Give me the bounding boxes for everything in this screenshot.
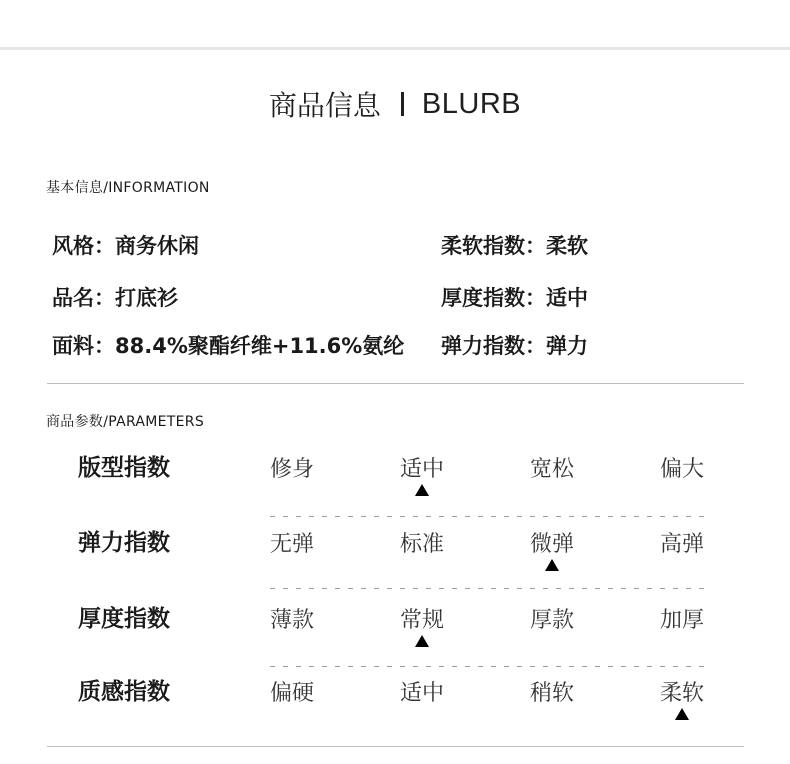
param-option: 稍软 (530, 681, 575, 706)
bottom-divider (47, 746, 744, 747)
info-value: 柔软 (546, 234, 588, 258)
param-option: 宽松 (530, 457, 575, 482)
param-row-thickness (0, 607, 790, 635)
param-option: 适中 (400, 456, 444, 484)
info-value: 商务休闲 (115, 234, 199, 258)
param-option: 偏硬 (270, 681, 315, 706)
selected-marker-icon (415, 635, 429, 647)
param-option: 偏大 (660, 457, 705, 482)
info-label: 厚度指数： (441, 286, 546, 310)
row-dashed-divider (270, 516, 708, 517)
param-option: 适中 (400, 681, 445, 706)
param-option: 修身 (270, 457, 315, 482)
info-label: 面料： (52, 334, 115, 358)
info-value: 88.4%聚酯纤维+11.6%氨纶 (115, 334, 405, 358)
param-option: 无弹 (270, 532, 315, 557)
param-option: 标准 (400, 532, 445, 557)
param-label: 版型指数 (78, 455, 170, 481)
info-elasticity (441, 333, 588, 359)
param-option: 加厚 (660, 608, 705, 633)
params-section-heading: 商品参数/PARAMETERS (46, 414, 205, 430)
param-option: 厚款 (530, 608, 575, 633)
param-row-elasticity (0, 531, 790, 559)
info-label: 弹力指数： (441, 334, 546, 358)
param-option: 微弹 (530, 531, 574, 559)
page-title (0, 84, 790, 124)
param-label: 质感指数 (78, 679, 170, 705)
param-option: 常规 (400, 607, 444, 635)
info-style (52, 233, 199, 259)
info-value: 打底衫 (115, 286, 178, 310)
page-title-cn: 商品信息 (268, 89, 381, 122)
param-row-texture (0, 680, 790, 708)
top-divider (0, 47, 790, 50)
title-separator (401, 92, 404, 116)
param-option: 高弹 (660, 532, 705, 557)
info-product-name (52, 285, 178, 311)
selected-marker-icon (675, 708, 689, 720)
info-softness (441, 233, 588, 259)
info-fabric (52, 333, 404, 359)
info-thickness (441, 285, 588, 311)
param-label: 厚度指数 (78, 606, 170, 632)
selected-marker-icon (415, 484, 429, 496)
param-option: 薄款 (270, 608, 315, 633)
param-row-fit (0, 456, 790, 484)
info-label: 柔软指数： (441, 234, 546, 258)
param-label: 弹力指数 (78, 530, 170, 556)
page-title-en: BLURB (421, 87, 522, 120)
info-label: 品名： (52, 286, 115, 310)
info-label: 风格： (52, 234, 115, 258)
selected-marker-icon (545, 559, 559, 571)
section-divider (47, 383, 744, 384)
row-dashed-divider (270, 588, 708, 589)
param-option: 柔软 (660, 680, 704, 708)
row-dashed-divider (270, 666, 708, 667)
info-value: 适中 (546, 286, 588, 310)
info-section-heading: 基本信息/INFORMATION (46, 180, 210, 196)
info-value: 弹力 (546, 334, 588, 358)
